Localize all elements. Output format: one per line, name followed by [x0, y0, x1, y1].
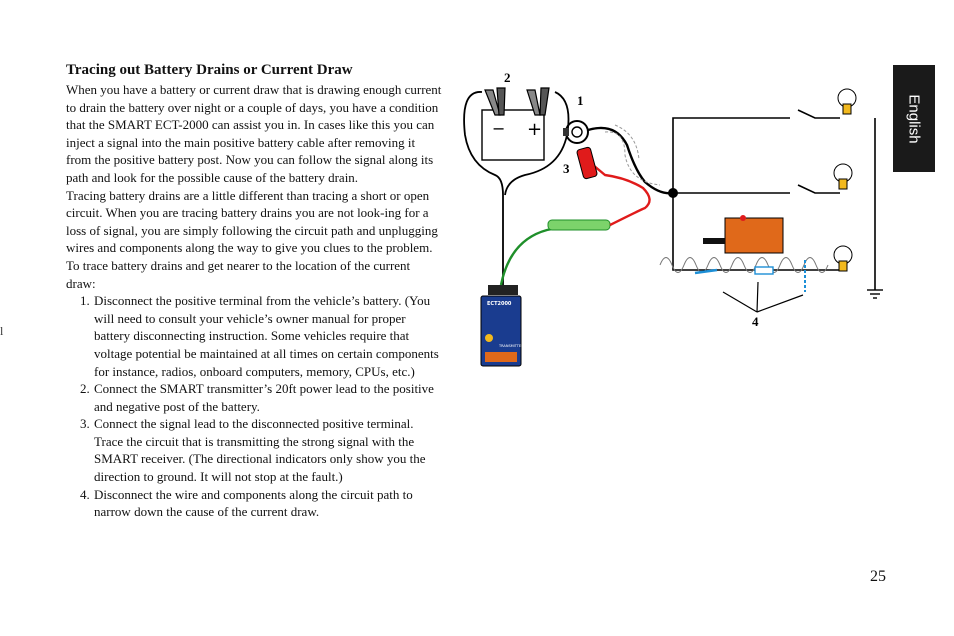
step-number: 3. — [80, 416, 90, 432]
battery-illustration — [482, 110, 544, 160]
transmitter-unit — [481, 285, 524, 366]
callout-4-arrows — [723, 282, 803, 312]
red-signal-lead — [593, 165, 650, 225]
step-text: Disconnect the wire and components along the circuit path to narrow down the cause of the current draw. — [94, 486, 413, 520]
battery-minus-sign: − — [492, 119, 506, 138]
callout-2: 2 — [504, 70, 511, 85]
instructions-body — [66, 81, 442, 521]
callout-4: 4 — [752, 314, 759, 329]
receiver-unit — [703, 215, 783, 253]
wiring-diagram-svg — [455, 60, 885, 380]
section-title: Tracing out Battery Drains or Current Draw — [66, 62, 353, 78]
lamp-icon — [834, 164, 852, 189]
step-number: 2. — [80, 381, 90, 397]
step-number: 4. — [80, 486, 90, 502]
step-text: Connect the SMART transmitter’s 20ft power lead to the positive and negative post of the battery. — [94, 381, 434, 414]
step-item — [80, 415, 442, 485]
green-signal-lead — [501, 226, 575, 285]
step-text: Connect the signal lead to the disconnected positive terminal. Trace the circuit that is transmitting the strong signal with the SMART receiver. (The directional indicators only show you the direction to ground. It will not stop at the fault.) — [94, 416, 426, 485]
language-tab — [893, 65, 935, 172]
battery-plus-sign: + — [527, 119, 543, 140]
green-clip — [548, 220, 610, 230]
steps-list — [66, 292, 442, 521]
coiled-main-cable — [588, 128, 673, 193]
language-tab-label: English — [905, 93, 923, 144]
step-number: 1. — [80, 293, 90, 309]
callout-3: 3 — [563, 161, 570, 176]
transmitter-caption: TRANSMITTER — [499, 344, 524, 348]
step-text: Disconnect the positive terminal from the vehicle’s battery. (You will need to consult your vehicle’s owner manual for proper battery disconnecting instruction. Some vehicles require that voltage potential be maintained at all times on certain components for instance, radios, onboard computers, memory, CPUs, etc.) — [94, 293, 439, 379]
lamp-icon — [834, 246, 852, 271]
paragraph-intro: When you have a battery or current draw that is drawing enough current to drain the battery over night or a couple of days, you have a condition that the SMART ECT-2000 can assist you in. In cases like this you can inject a signal into the main positive battery cable after removing it from the positive battery post. Now you can follow the signal along its path and look for the possible cause of the battery drain. — [66, 82, 442, 185]
step-item — [80, 380, 442, 415]
paragraph-steps-lead: To trace battery drains and get nearer to the location of the current draw: — [66, 257, 411, 291]
red-clip — [576, 147, 597, 180]
margin-mark: l — [0, 324, 4, 338]
ground-icon — [867, 290, 883, 298]
lamp-icon — [838, 89, 856, 114]
step-item — [80, 292, 442, 380]
page-number: 25 — [870, 568, 886, 585]
callout-1: 1 — [577, 93, 584, 108]
paragraph-tracing: Tracing battery drains are a little different than tracing a short or open circuit. When you are tracing battery drains you are not look-ing for a loss of signal, you are simply following the circuit path and unplugging wires and components along the way to give you clues to the problem. — [66, 187, 438, 256]
junction-node — [668, 188, 678, 198]
step-item — [80, 486, 442, 521]
inline-fuse — [755, 267, 773, 274]
transmitter-model-label: ECT2000 — [487, 301, 512, 307]
wiring-diagram — [455, 60, 885, 380]
